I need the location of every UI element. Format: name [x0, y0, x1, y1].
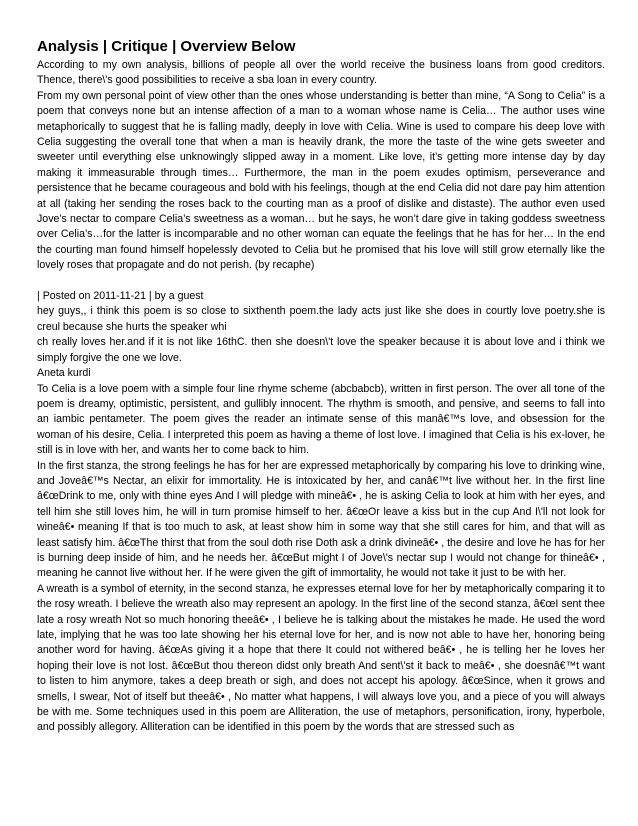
paragraph-first-stanza: In the first stanza, the strong feelings he has for her are expressed metaphorically by comparing his love to drinking wine, and Joveâ€™s Nectar, an elixir for immortality. He is intoxicated by her, and canâ€™t live without her. In the first line â€œDrink to me, only with thine eyes And I will pledge with mineâ€• , he is asking Celia to look at him with her eyes, and tell him she still loves him, he will in turn promise himself to her. â€œOr leave a kiss but in the cup And I\'ll not look for wineâ€• meaning If that is too much to ask, at least show him in some way that she still cares for him, and that will as least satisfy him. â€œThe thirst that from the soul doth rise Doth ask a drink divineâ€• , the desire and love he has for her is burning deep inside of him, and he needs her. â€œBut might I of Jove\'s nectar sup I would not change for thineâ€• , meaning he cannot live without her. If he were given the gift of immortality, he would not take it just to be with her. — [37, 459, 605, 580]
author-name: Aneta kurdi — [37, 367, 91, 380]
paragraph-guest-comment-2: ch really loves her.and if it is not like 16thC. then she doesn\'t love the speaker because it is about love and i think we simply forgive the one we love. — [37, 336, 605, 364]
blank-line — [37, 274, 605, 289]
paragraph-recaphe-analysis: From my own personal point of view other than the ones whose understanding is better than mine, “A Song to Celia” is a poem that conveys none but an intense affection of a man to a woman whose name is Celia… The author uses wine metaphorically to suggest that he is falling madly, deeply in love with Celia. Wine is used to compare his deep love with Celia suggesting the overall tone that when a man is heavily drank, the more the taste of the wine gets sweeter and sweeter until everything else unknowingly slipped away in a moment. Like love, it’s getting more intense day by day making it immeasurable through times… Furthermore, the man in the poem exudes optimism, perseverance and persistence that he became courageous and bold with his feelings, though at the end Celia did not dare pay him attention at all (taking her sending the roses back to the courting man as a proof of dislike and distaste). The author even used Jove’s nectar to compare Celia’s sweetness as a woman… but he says, he won’t dare give in taking goddess sweetness over Celia’s…for the latter is incomparable and no other woman can equate the feelings that he has for her… In the end the courting man found himself hopelessly devoted to Celia but he promised that his love will still grow eternally like the lovely roses that propagate and do not perish. (by recaphe) — [37, 89, 605, 272]
post-meta: | Posted on 2011-11-21 | by a guest — [37, 290, 204, 303]
paragraph-loans: According to my own analysis, billions of people all over the world receive the business loans from good creditors. Thence, there\'s good possibilities to receive a sba loan in every country. — [37, 59, 605, 87]
document-page — [37, 37, 605, 736]
paragraph-overview: To Celia is a love poem with a simple four line rhyme scheme (abcbabcb), written in first person. The over all tone of the poem is dreamy, optimistic, persistent, and gullibly innocent. The rhythm is smooth, and pensive, and seems to fall into an iambic pentameter. The poem gives the reader an intimate sense of this manâ€™s love, and obsession for the woman of his desire, Celia. I interpreted this poem as having a theme of lost love. I imagined that Celia is his ex-lover, he still is in love with her, and wants her to come back to him. — [37, 382, 605, 457]
document-title: Analysis | Critique | Overview Below — [37, 38, 296, 55]
paragraph-second-stanza: A wreath is a symbol of eternity, in the second stanza, he expresses eternal love for her by metaphorically comparing it to the rosy wreath. I believe the wreath also may represent an apology. In the first line of the second stanza, â€œI sent thee late a rosy wreath Not so much honoring theeâ€• , I believe he is talking about the mistakes he made. He used the word late, implying that he was too late showing her his eternal love for her, and is now not able to have her, honoring being another word for having. â€œAs giving it a hope that there It could not withered beâ€• , he is telling her he loves her hoping their love is not lost. â€œBut thou thereon didst only breath And sent\'st it back to meâ€• , she doesnâ€™t want to listen to him anymore, takes a deep breath or sigh, and does not accept his apology. â€œSince, when it grows and smells, I swear, Not of itself but theeâ€• , No matter what happens, I will always love you, and a piece of you will always be with me. Some techniques used in this poem are Alliteration, the use of metaphors, personification, irony, hyperbole, and possibly allegory. Alliteration can be identified in this poem by the words that are stressed such as — [37, 582, 605, 734]
paragraph-guest-comment-1: hey guys,, i think this poem is so close to sixthenth poem.the lady acts just like she does in courtly love poetry.she is creul because she hurts the speaker whi — [37, 305, 605, 333]
